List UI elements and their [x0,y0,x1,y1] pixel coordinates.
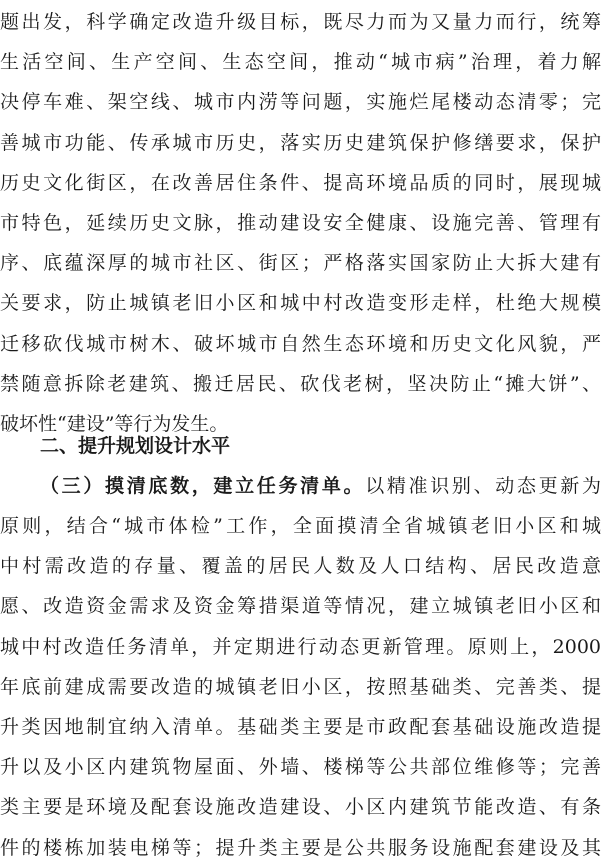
paragraph-1-line: 迁移砍伐城市树木、破坏城市自然生态环境和历史文化风貌，严 [0,332,601,355]
section-heading: 二、提升规划设计水平 [40,435,231,457]
paragraph-2-line: 原则，结合“城市体检”工作，全面摸清全省城镇老旧小区和城 [0,515,601,537]
paragraph-1-line: 市特色，延续历史文脉，推动建设安全健康、设施完善、管理有 [0,212,601,234]
paragraph-1-line: 历史文化街区，在改善居住条件、提高环境品质的同时，展现城 [0,171,601,194]
paragraph-2-line: 中村需改造的存量、覆盖的居民人数及人口结构、居民改造意 [0,555,601,578]
paragraph-2-line: 类主要是环境及配套设施改造建设、小区内建筑节能改造、有条 [0,796,601,819]
paragraph-1-line: 关要求，防止城镇老旧小区和城中村改造变形走样，杜绝大规模 [0,292,601,315]
paragraph-2-line: 件的楼栋加装电梯等；提升类主要是公共服务设施配套建设及其 [0,836,601,859]
paragraph-1-line: 善城市功能、传承城市历史，落实历史建筑保护修缮要求，保护 [0,131,601,154]
paragraph-2-first-line [0,466,603,506]
paragraph-1-line: 禁随意拆除老建筑、搬迁居民、砍伐老树，坚决防止“摊大饼”、 [0,372,601,395]
paragraph-2-line: 年底前建成需要改造的城镇老旧小区，按照基础类、完善类、提 [0,675,601,698]
subsection-heading: （三）摸清底数，建立任务清单。 [40,475,366,497]
paragraph-1-line: 题出发，科学确定改造升级目标，既尽力而为又量力而行，统筹 [0,11,601,33]
paragraph-1-line: 生活空间、生产空间、生态空间，推动“城市病”治理，着力解 [0,51,601,74]
paragraph-2-line: 升类因地制宜纳入清单。基础类主要是市政配套基础设施改造提 [0,716,601,738]
paragraph-1-line: 破坏性“建设”等行为发生。 [0,413,229,435]
paragraph-1-line: 序、底蕴深厚的城市社区、街区；严格落实国家防止大拆大建有 [0,252,601,275]
paragraph-2-line: 愿、改造资金需求及资金筹措渠道等情况，建立城镇老旧小区和 [0,595,601,618]
paragraph-2-first-line-text: 以精准识别、动态更新为 [365,475,601,497]
paragraph-2-line: 升以及小区内建筑物屋面、外墙、楼梯等公共部位维修等；完善 [0,756,601,779]
paragraph-2-line: 城中村改造任务清单，并定期进行动态更新管理。原则上，2000 [0,635,601,658]
paragraph-1-line: 决停车难、架空线、城市内涝等问题，实施烂尾楼动态清零；完 [0,91,601,114]
